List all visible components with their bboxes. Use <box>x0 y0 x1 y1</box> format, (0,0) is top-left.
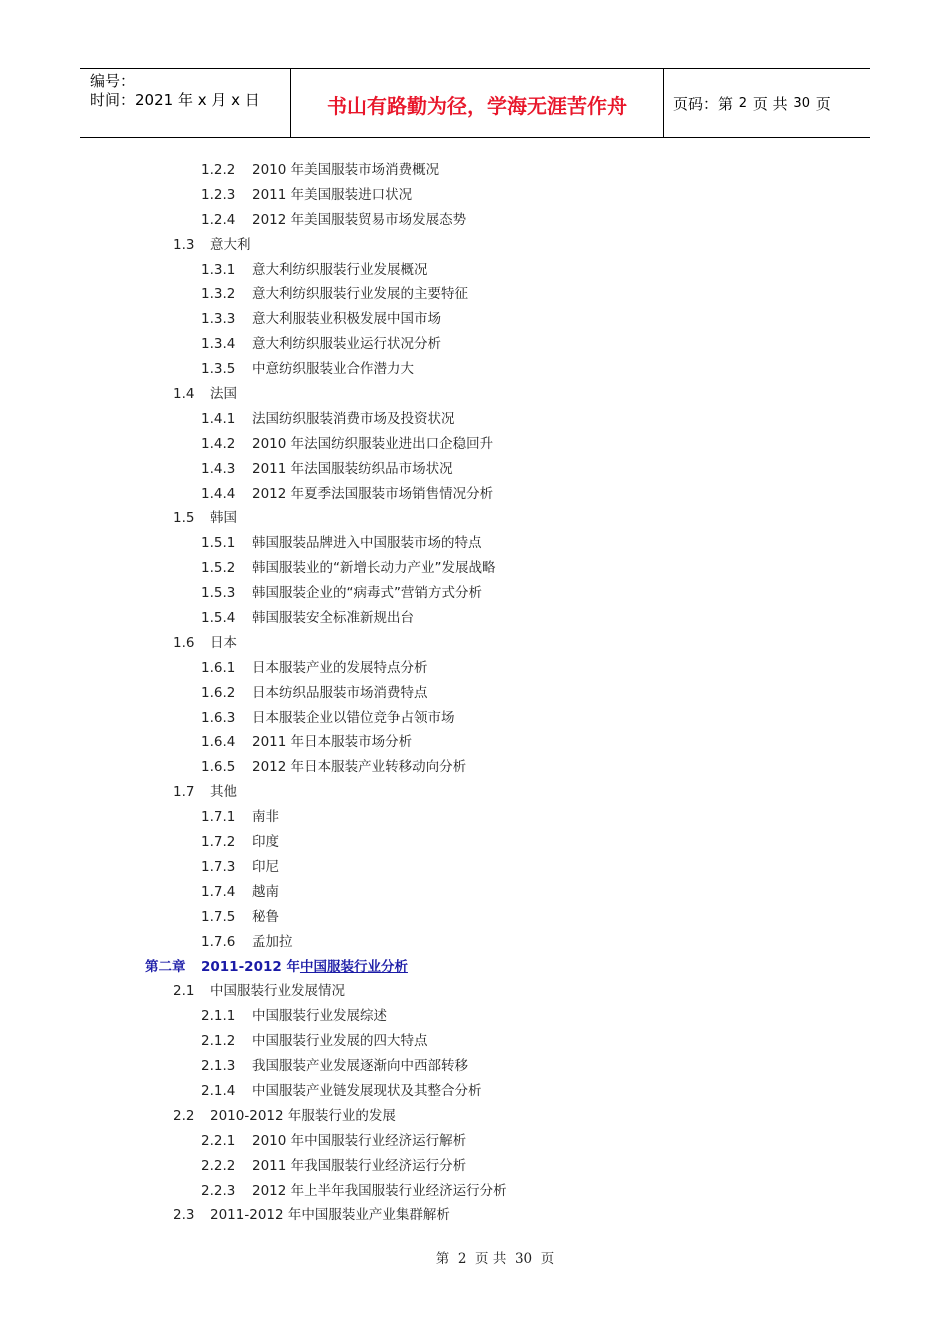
toc-entry-title: 2011-2012 年中国服装业产业集群解析 <box>210 1207 450 1224</box>
toc-entry-number: 1.3.4 <box>201 336 236 353</box>
toc-entry <box>0 556 950 581</box>
toc-entry-title: 日本纺织品服装市场消费特点 <box>252 684 428 701</box>
toc-entry-title: 印尼 <box>252 858 279 875</box>
toc-entry <box>0 282 950 307</box>
toc-entry-title: 日本 <box>210 634 237 651</box>
footer-suffix: 页 <box>540 1251 555 1267</box>
toc-entry <box>0 258 950 283</box>
toc-entry-title: 2011 年法国服装纺织品市场状况 <box>252 460 453 477</box>
toc-entry <box>0 357 950 382</box>
toc-entry-number: 1.4.4 <box>201 485 236 502</box>
toc-entry <box>0 979 950 1004</box>
toc-entry <box>0 880 950 905</box>
toc-entry <box>0 730 950 755</box>
toc-entry-number: 1.2.4 <box>201 211 236 228</box>
toc-entry-title: 中国服装产业链发展现状及其整合分析 <box>252 1082 482 1099</box>
toc-entry <box>0 706 950 731</box>
toc-entry-title: 2011 年我国服装行业经济运行分析 <box>252 1157 467 1174</box>
toc-entry <box>0 1079 950 1104</box>
toc-entry-number: 1.7.5 <box>201 908 236 925</box>
toc-entry-number: 1.5 <box>173 510 195 527</box>
toc-entry <box>0 1029 950 1054</box>
toc-entry <box>0 1203 950 1228</box>
toc-entry <box>0 482 950 507</box>
toc-entry-title: 2010 年中国服装行业经济运行解析 <box>252 1132 467 1149</box>
toc-entry-title: 2011-2012 年 <box>201 958 300 975</box>
toc-entry-title: 法国 <box>210 386 237 403</box>
toc-entry <box>0 755 950 780</box>
toc-entry-title: 2010-2012 年服装行业的发展 <box>210 1107 396 1124</box>
toc-entry-title: 日本服装企业以错位竞争占领市场 <box>252 709 455 726</box>
toc-entry-number: 1.6.5 <box>201 759 236 776</box>
toc-entry-title: 意大利纺织服装行业发展的主要特征 <box>252 286 468 303</box>
toc-entry-number: 1.3 <box>173 236 195 253</box>
toc-entry <box>0 606 950 631</box>
toc-entry-title: 2012 年上半年我国服装行业经济运行分析 <box>252 1182 507 1199</box>
toc-entry <box>0 531 950 556</box>
toc-entry-number: 1.4.2 <box>201 435 236 452</box>
toc-entry <box>0 432 950 457</box>
toc-entry <box>0 158 950 183</box>
toc-entry-title: 韩国服装品牌进入中国服装市场的特点 <box>252 535 482 552</box>
toc-entry-number: 1.7.2 <box>201 834 236 851</box>
motto: 书山有路勤为径，学海无涯苦作舟 <box>291 69 664 137</box>
time-label: 时间：2021 年 x 月 x 日 <box>90 91 260 109</box>
toc-entry-number: 1.5.1 <box>201 535 236 552</box>
toc-entry-number: 2.2.1 <box>201 1132 236 1149</box>
toc-entry-number: 1.3.1 <box>201 261 236 278</box>
toc-entry <box>0 407 950 432</box>
toc-entry <box>0 332 950 357</box>
toc-entry <box>0 233 950 258</box>
toc-entry <box>0 1054 950 1079</box>
toc-entry <box>0 506 950 531</box>
toc-entry-number: 1.3.3 <box>201 311 236 328</box>
toc-entry <box>0 183 950 208</box>
toc-entry-number: 1.7.1 <box>201 809 236 826</box>
toc-entry <box>0 208 950 233</box>
toc-entry-number: 1.7.4 <box>201 883 236 900</box>
toc-entry-title: 其他 <box>210 784 237 801</box>
toc-entry-title: 秘鲁 <box>252 908 279 925</box>
toc-entry-title: 韩国 <box>210 510 237 527</box>
toc-entry <box>0 656 950 681</box>
toc-entry-title: 韩国服装企业的“病毒式”营销方式分析 <box>252 585 482 602</box>
toc-entry-title: 越南 <box>252 883 279 900</box>
toc-entry-title: 2012 年日本服装产业转移动向分析 <box>252 759 467 776</box>
toc-entry <box>0 930 950 955</box>
footer-mid: 页 共 <box>475 1251 507 1267</box>
toc-entry <box>0 382 950 407</box>
serial-label: 编号： <box>90 72 136 90</box>
toc-entry-title: 2011 年美国服装进口状况 <box>252 186 413 203</box>
toc-entry <box>0 855 950 880</box>
toc-entry-title: 韩国服装业的“新增长动力产业”发展战略 <box>252 560 496 577</box>
toc-entry-title: 意大利 <box>210 236 251 253</box>
toc-entry-title: 2012 年夏季法国服装市场销售情况分析 <box>252 485 494 502</box>
toc-entry-number: 2.1.4 <box>201 1082 236 1099</box>
toc-entry <box>0 780 950 805</box>
toc-entry <box>0 1004 950 1029</box>
toc-entry-title: 孟加拉 <box>252 933 293 950</box>
toc-entry <box>0 457 950 482</box>
toc-entry-title: 法国纺织服装消费市场及投资状况 <box>252 410 455 427</box>
toc-entry-title: 意大利纺织服装行业发展概况 <box>252 261 428 278</box>
header-page-number <box>664 69 870 137</box>
toc-entry <box>0 830 950 855</box>
toc-chapter-entry[interactable] <box>0 955 950 980</box>
page-label-prefix: 页码：第 <box>673 94 734 113</box>
toc-entry <box>0 1104 950 1129</box>
toc-entry-title: 中国服装行业发展的四大特点 <box>252 1033 428 1050</box>
toc-entry-title: 我国服装产业发展逐渐向中西部转移 <box>252 1058 468 1075</box>
toc-entry-number: 1.6.3 <box>201 709 236 726</box>
toc-entry-number: 2.1.1 <box>201 1008 236 1025</box>
toc-entry-number: 第二章 <box>145 958 186 975</box>
toc-entry-number: 1.5.2 <box>201 560 236 577</box>
toc-entry-link[interactable]: 中国服装行业分析 <box>299 958 408 975</box>
toc-entry-title: 印度 <box>252 834 279 851</box>
toc-entry-number: 2.2.3 <box>201 1182 236 1199</box>
toc-entry-number: 1.2.3 <box>201 186 236 203</box>
toc-entry-number: 1.3.5 <box>201 361 236 378</box>
toc-entry-number: 1.4.1 <box>201 410 236 427</box>
toc-entry-title: 中意纺织服装业合作潜力大 <box>252 361 414 378</box>
page-header <box>80 68 870 138</box>
toc-entry <box>0 805 950 830</box>
toc-entry-title: 中国服装行业发展情况 <box>210 983 345 1000</box>
toc-entry-number: 1.6 <box>173 634 195 651</box>
footer-prefix: 第 <box>435 1251 450 1267</box>
page-total: 30 <box>793 95 810 111</box>
toc-entry-number: 1.4 <box>173 386 195 403</box>
page-footer <box>0 1247 950 1267</box>
toc-entry-number: 1.2.2 <box>201 162 236 178</box>
toc-entry <box>0 631 950 656</box>
toc-entry <box>0 1154 950 1179</box>
page-label-mid: 页 共 <box>752 94 788 113</box>
toc-entry-number: 1.3.2 <box>201 286 236 303</box>
toc-entry-number: 2.1.2 <box>201 1033 236 1050</box>
footer-current: 2 <box>457 1251 467 1267</box>
toc-entry-number: 2.1.3 <box>201 1058 236 1075</box>
page-current: 2 <box>738 95 748 111</box>
toc-entry-number: 1.6.1 <box>201 659 236 676</box>
toc-entry <box>0 905 950 930</box>
toc-entry-number: 1.5.4 <box>201 610 236 627</box>
toc-entry <box>0 1179 950 1204</box>
toc-entry-number: 1.7.6 <box>201 933 236 950</box>
toc-entry-number: 2.2 <box>173 1107 195 1124</box>
footer-total: 30 <box>514 1251 533 1267</box>
toc-entry-title: 意大利服装业积极发展中国市场 <box>252 311 441 328</box>
table-of-contents <box>0 158 950 1228</box>
toc-entry-number: 1.6.4 <box>201 734 236 751</box>
toc-entry-number: 1.6.2 <box>201 684 236 701</box>
toc-entry-number: 1.7.3 <box>201 858 236 875</box>
toc-entry <box>0 581 950 606</box>
toc-entry-title: 日本服装产业的发展特点分析 <box>252 659 428 676</box>
toc-entry <box>0 307 950 332</box>
toc-entry-title: 2011 年日本服装市场分析 <box>252 734 413 751</box>
toc-entry-title: 2012 年美国服装贸易市场发展态势 <box>252 211 467 228</box>
toc-entry-title: 2010 年法国纺织服装业进出口企稳回升 <box>252 435 494 452</box>
header-left-cell <box>80 69 291 137</box>
toc-entry-title: 韩国服装安全标准新规出台 <box>252 610 414 627</box>
toc-entry-number: 1.4.3 <box>201 460 236 477</box>
toc-entry-title: 2010 年美国服装市场消费概况 <box>252 162 440 178</box>
toc-entry-number: 2.2.2 <box>201 1157 236 1174</box>
toc-entry <box>0 1129 950 1154</box>
toc-entry-title: 意大利纺织服装业运行状况分析 <box>252 336 441 353</box>
page-label-suffix: 页 <box>815 94 831 113</box>
toc-entry-number: 2.3 <box>173 1207 195 1224</box>
toc-entry-number: 1.7 <box>173 784 195 801</box>
toc-entry <box>0 681 950 706</box>
toc-entry-title: 南非 <box>252 809 279 826</box>
toc-entry-number: 2.1 <box>173 983 195 1000</box>
toc-entry-number: 1.5.3 <box>201 585 236 602</box>
toc-entry-title: 中国服装行业发展综述 <box>252 1008 387 1025</box>
